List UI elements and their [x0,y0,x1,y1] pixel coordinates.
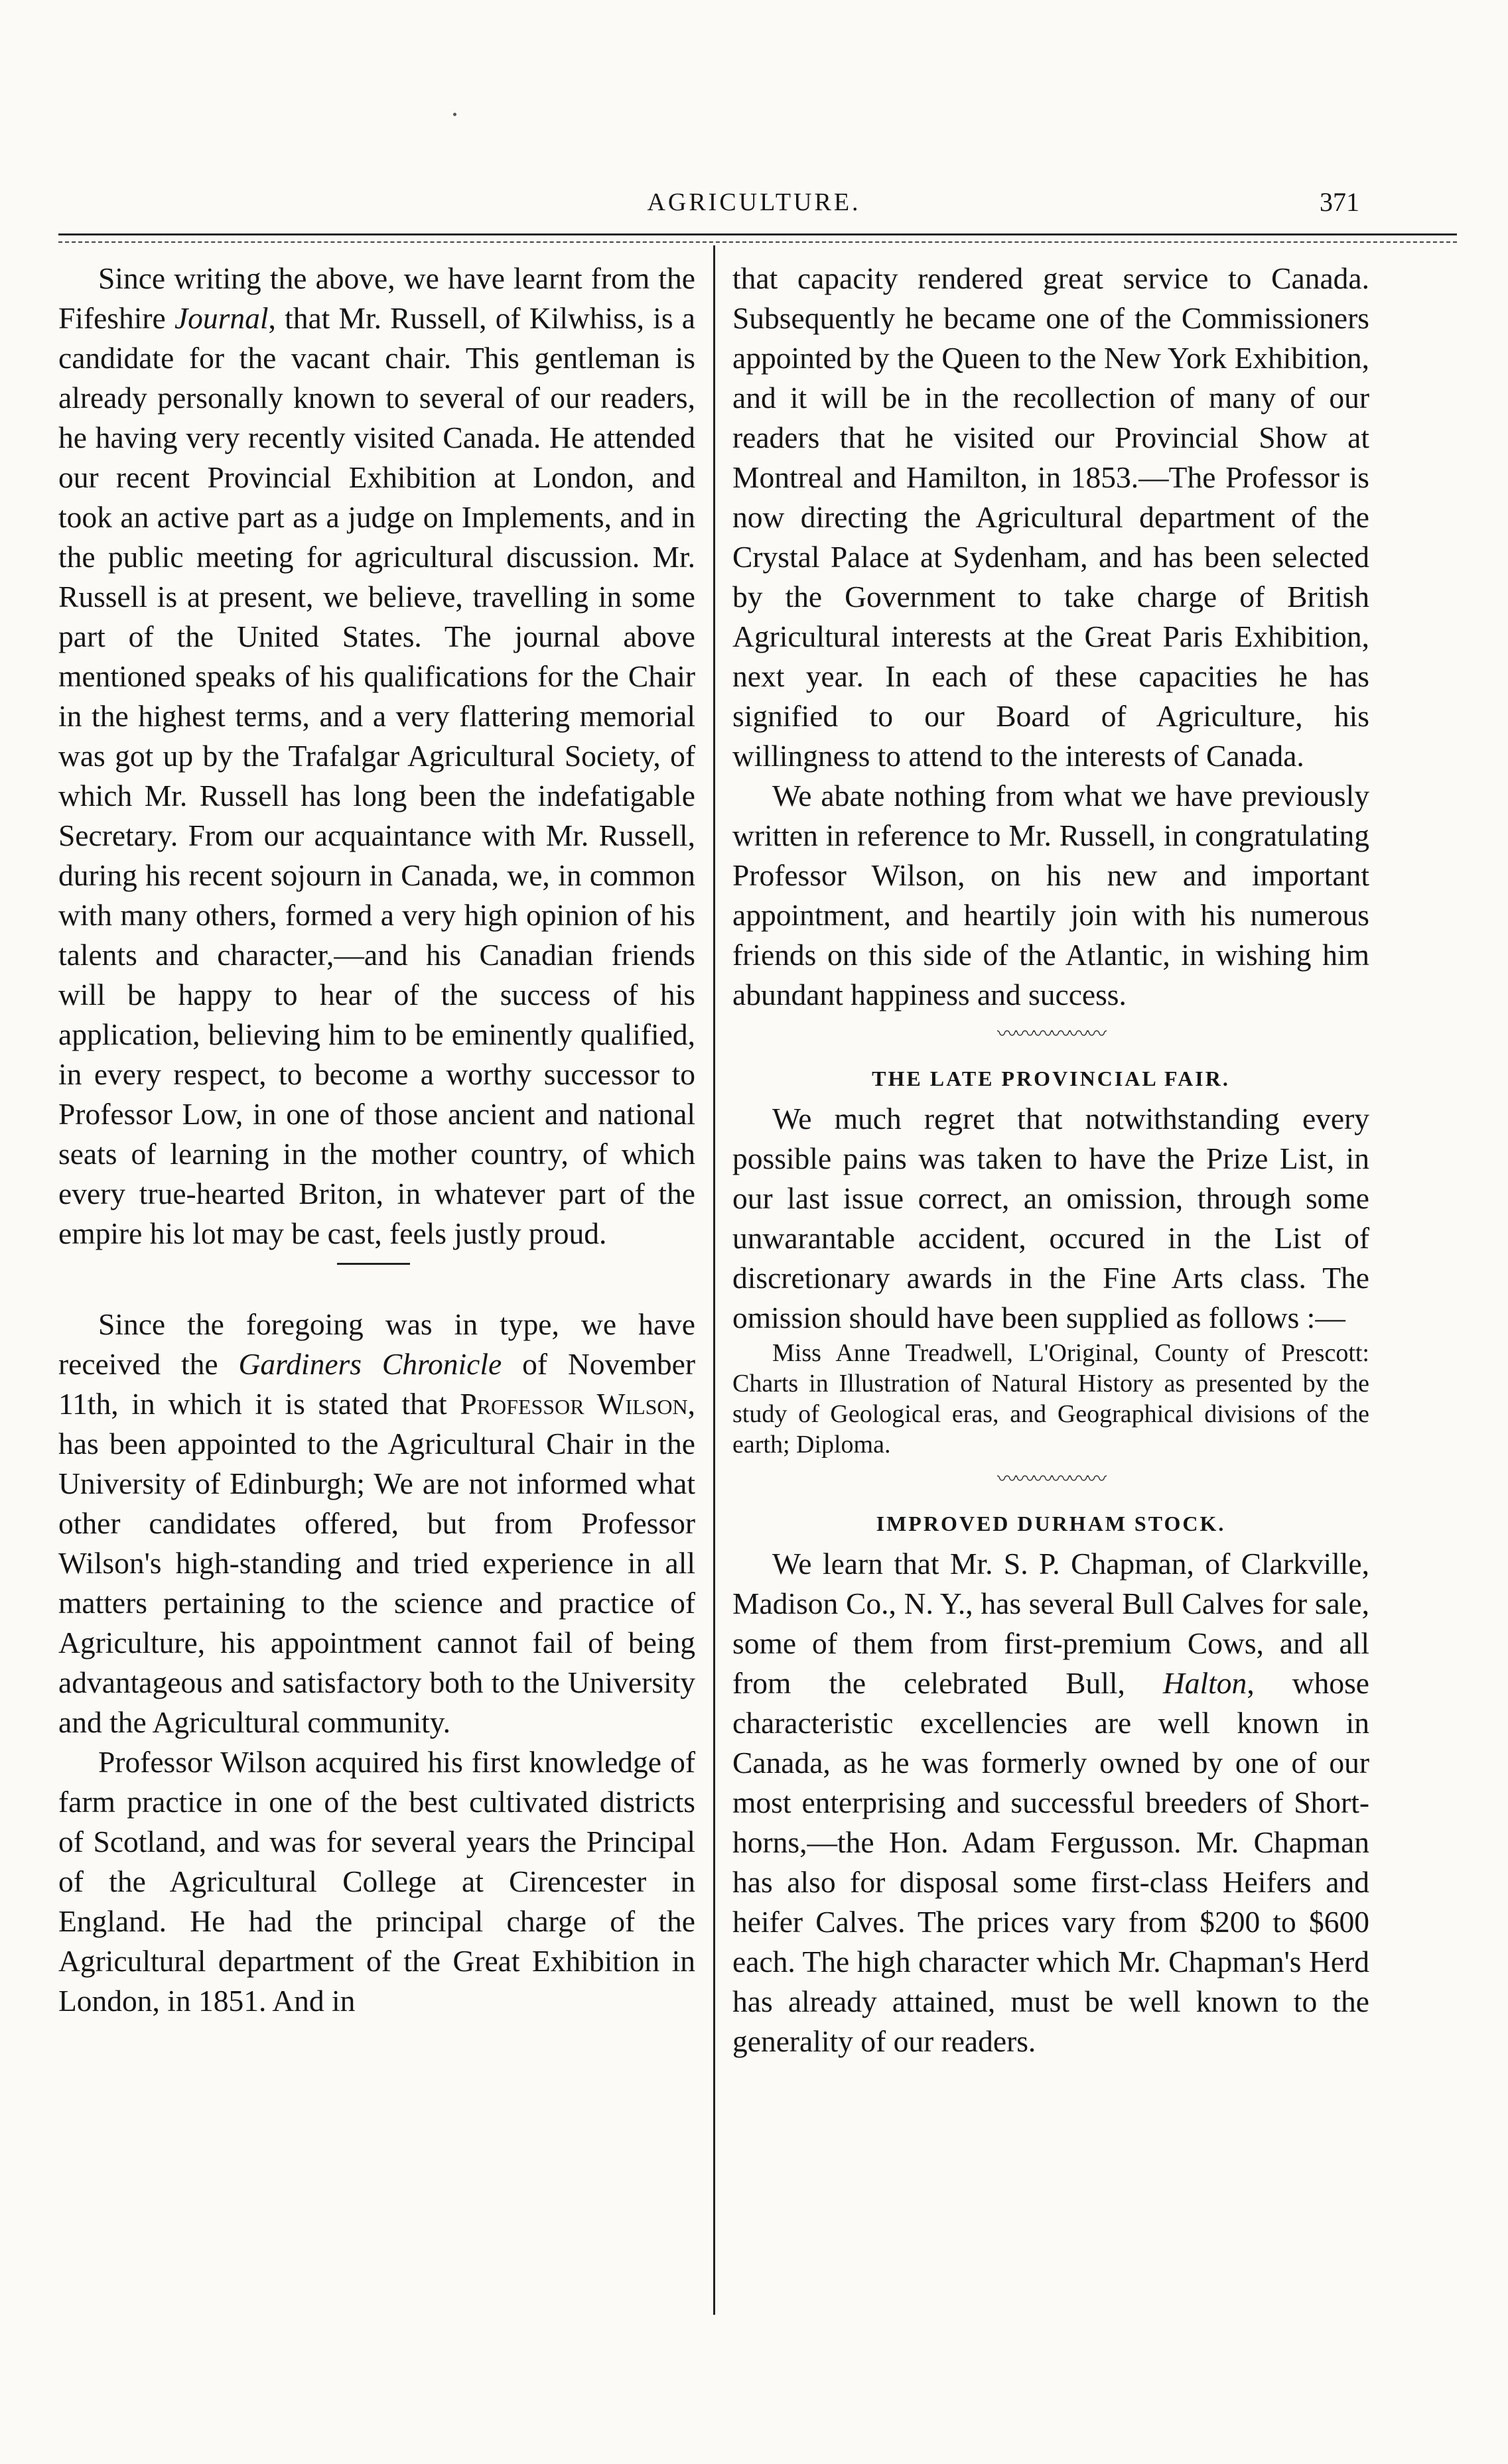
section-heading-provincial-fair: THE LATE PROVINCIAL FAIR. [872,1067,1230,1090]
paragraph-wilson-appointment: Since the foregoing was in type, we have received the Gardiners Chronicle of November 11th, in which it is stated that Professor Wilson, has been appointed to the Agricultural Chair in the University of Edinburgh; We are not informed what other candidates offered, but from Professor Wilson's high-standing and tried experience in all matters pertaining to the science and practice of Agriculture, his appointment cannot fail of being advantageous and satisfactory both to the University and the Agricultural community. [58,1307,696,1739]
page-number: 371 [1320,187,1359,217]
paragraph-prize-list-omission: We much regret that notwithstanding every possible pains was taken to have the Prize List, in our last issue correct, an omission, through some unwarantable accident, occured in the List of discretionary awards in the Fine Arts class. The omission should have been supplied as follows :— [732,1102,1369,1334]
paragraph-congratulation: We abate nothing from what we have previously written in reference to Mr. Russell, in congratulating Professor Wilson, on his new and important appointment, and heartily join with his numerous friends on this side of the Atlantic, in wishing him abundant happiness and success. [732,779,1369,1011]
ink-speck [453,113,456,116]
header-rule-dashed [58,241,1457,243]
ornamental-divider: 〰〰〰〰〰〰 [997,1468,1105,1490]
section-heading-durham-stock: IMPROVED DURHAM STOCK. [876,1512,1226,1535]
column-divider [713,245,715,2315]
paragraph-wilson-continued: that capacity rendered great service to Canada. Subsequently he became one of the Commissioners appointed by the Queen to the New York Exhibition, and it will be in the recollection of many of our readers that he visited our Provincial Show at Montreal and Hamilton, in 1853.—The Professor is now directing the Agricultural department of the Crystal Palace at Sydenham, and has been selected by the Government to take charge of British Agricultural interests at the Great Paris Exhibition, next year. In each of these capacities he has signified to our Board of Agriculture, his willingness to attend to the interests of Canada. [732,261,1369,773]
right-column [732,259,1369,2061]
paragraph-wilson-background: Professor Wilson acquired his first knowledge of farm practice in one of the best cultivated districts of Scotland, and was for several years the Principal of the Agricultural College at Cirencester in England. He had the principal charge of the Agricultural department of the Great Exhibition in London, in 1851. And in [58,1745,695,2018]
header-rule [58,233,1457,235]
running-head: AGRICULTURE. [647,188,861,216]
page-header [0,182,1508,222]
ornamental-divider: 〰〰〰〰〰〰 [997,1023,1105,1045]
paragraph-durham-stock: We learn that Mr. S. P. Chapman, of Clarkville, Madison Co., N. Y., has several Bull Calves for sale, some of them from first-premium Cows, and all from the celebrated Bull, Halton, whose characteristic excellencies are well known in Canada, as he was formerly owned by one of our most enterprising and successful breeders of Short-horns,—the Hon. Adam Fergusson. Mr. Chapman has also for disposal some first-class Heifers and heifer Calves. The prices vary from $200 to $600 each. The high character which Mr. Chapman's Herd has already attained, must be well known to the generality of our readers. [732,1547,1369,2058]
paragraph-russell-candidacy: Since writing the above, we have learnt from the Fifeshire Journal, that Mr. Russell, of Kilwhiss, is a candidate for the vacant chair. This gentleman is already personally known to several of our readers, he having very recently visited Canada. He attended our recent Provincial Exhibition at London, and took an active part as a judge on Implements, and in the public meeting for agricultural discussion. Mr. Russell is at present, we believe, travelling in some part of the United States. The journal above mentioned speaks of his qualifications for the Chair in the highest terms, and a very flattering memorial was got up by the Trafalgar Agricultural Society, of which Mr. Russell has long been the indefatigable Secretary. From our acquaintance with Mr. Russell, during his recent sojourn in Canada, we, in common with many others, formed a very high opinion of his talents and character,—and his Canadian friends will be happy to hear of the success of his application, believing him to be eminently qualified, in every respect, to become a worthy successor to Professor Low, in one of those ancient and national seats of learning in the mother country, of which every true-hearted Briton, in whatever part of the empire his lot may be cast, feels justly proud. [58,261,695,1250]
award-entry: Miss Anne Treadwell, L'Original, County of Prescott: Charts in Illustration of Natural History as presented by the study of Geological eras, and Geographical divisions of the earth; Diploma. [732,1339,1369,1459]
left-column [58,259,695,2021]
